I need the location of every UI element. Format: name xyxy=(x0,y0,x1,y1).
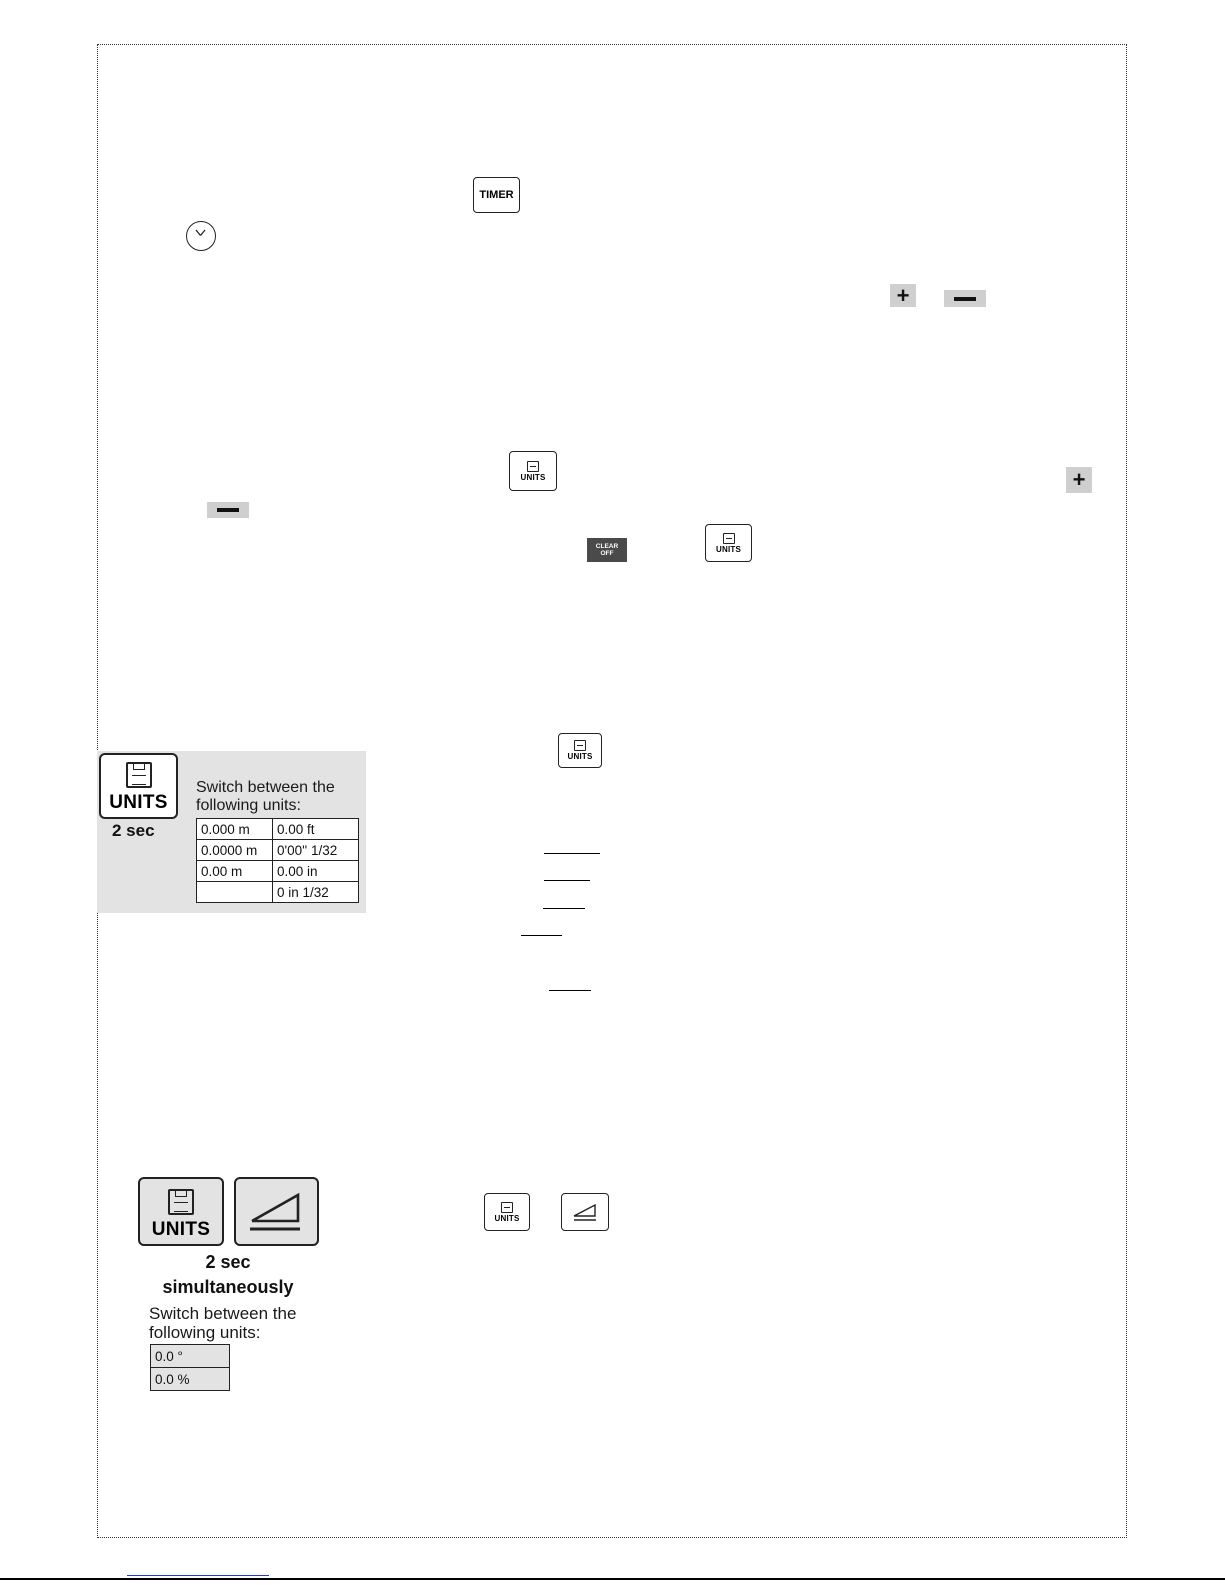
plus-key-icon: + xyxy=(1066,467,1092,493)
units-key-icon xyxy=(558,733,602,768)
units-key-label: UNITS xyxy=(567,752,593,761)
minus-key-icon xyxy=(944,290,986,307)
caption-line: following units: xyxy=(196,797,301,814)
press-mode: simultaneously xyxy=(162,1277,294,1297)
press-instruction xyxy=(138,1250,318,1300)
table-row xyxy=(197,819,359,840)
table-cell: 0.00 in xyxy=(273,861,359,882)
table-cell: 0.0000 m xyxy=(197,840,273,861)
units-key-label: UNITS xyxy=(520,472,546,482)
angle-key-large-icon xyxy=(234,1177,319,1246)
units-key-label: UNITS xyxy=(494,1213,520,1223)
minus-key-icon xyxy=(207,502,249,518)
figure-caption xyxy=(196,779,335,815)
off-key-label: OFF xyxy=(600,550,614,557)
units-key-icon xyxy=(509,451,557,491)
floppy-icon xyxy=(126,762,152,788)
timer-key-icon xyxy=(473,177,520,213)
floppy-icon xyxy=(501,1202,513,1213)
blank-line xyxy=(549,990,591,991)
units-key-icon xyxy=(484,1193,530,1231)
table-cell: 0'00'' 1/32 xyxy=(273,840,359,861)
clock-icon xyxy=(186,221,216,251)
table-cell: 0.000 m xyxy=(197,819,273,840)
caption-line: following units: xyxy=(149,1323,261,1342)
timer-key-label: TIMER xyxy=(479,189,514,201)
table-row xyxy=(197,861,359,882)
table-cell: 0.00 ft xyxy=(273,819,359,840)
units-key-icon xyxy=(705,524,752,562)
table-cell: 0.00 m xyxy=(197,861,273,882)
footer-link-underline[interactable] xyxy=(127,1575,269,1576)
press-duration: 2 sec xyxy=(112,821,155,840)
units-key-large-label: UNITS xyxy=(109,792,168,813)
press-duration: 2 sec xyxy=(205,1252,251,1272)
bottom-rule xyxy=(0,1578,1225,1580)
figure-caption xyxy=(149,1304,296,1342)
angle-icon xyxy=(246,1189,308,1235)
table-cell xyxy=(197,882,273,903)
blank-line xyxy=(543,908,585,909)
angle-icon xyxy=(570,1201,600,1223)
clear-key-label: CLEAR xyxy=(595,543,619,550)
table-row xyxy=(197,882,359,903)
angle-key-icon xyxy=(561,1193,609,1231)
blank-line xyxy=(544,880,590,881)
blank-line xyxy=(544,853,600,854)
clear-off-key-icon xyxy=(587,538,627,562)
units-table xyxy=(196,818,359,903)
caption-line: Switch between the xyxy=(196,779,335,796)
units-key-large-label: UNITS xyxy=(151,1219,211,1240)
plus-key-icon: + xyxy=(890,284,916,307)
table-cell: 0 in 1/32 xyxy=(273,882,359,903)
blank-line xyxy=(521,935,562,936)
floppy-icon xyxy=(574,740,586,751)
table-row xyxy=(151,1345,230,1368)
floppy-icon xyxy=(723,533,735,544)
table-cell: 0.0 % xyxy=(151,1368,230,1391)
caption-line: Switch between the xyxy=(149,1304,297,1323)
floppy-icon xyxy=(527,461,539,472)
floppy-icon xyxy=(168,1189,194,1215)
units-key-label: UNITS xyxy=(716,544,741,554)
table-row xyxy=(151,1368,230,1391)
table-cell: 0.0 ° xyxy=(151,1345,230,1368)
units-key-large-icon xyxy=(138,1177,224,1246)
units-key-large-icon xyxy=(99,753,178,819)
angle-units-table xyxy=(150,1344,230,1391)
units-figure xyxy=(97,751,366,913)
table-row xyxy=(197,840,359,861)
